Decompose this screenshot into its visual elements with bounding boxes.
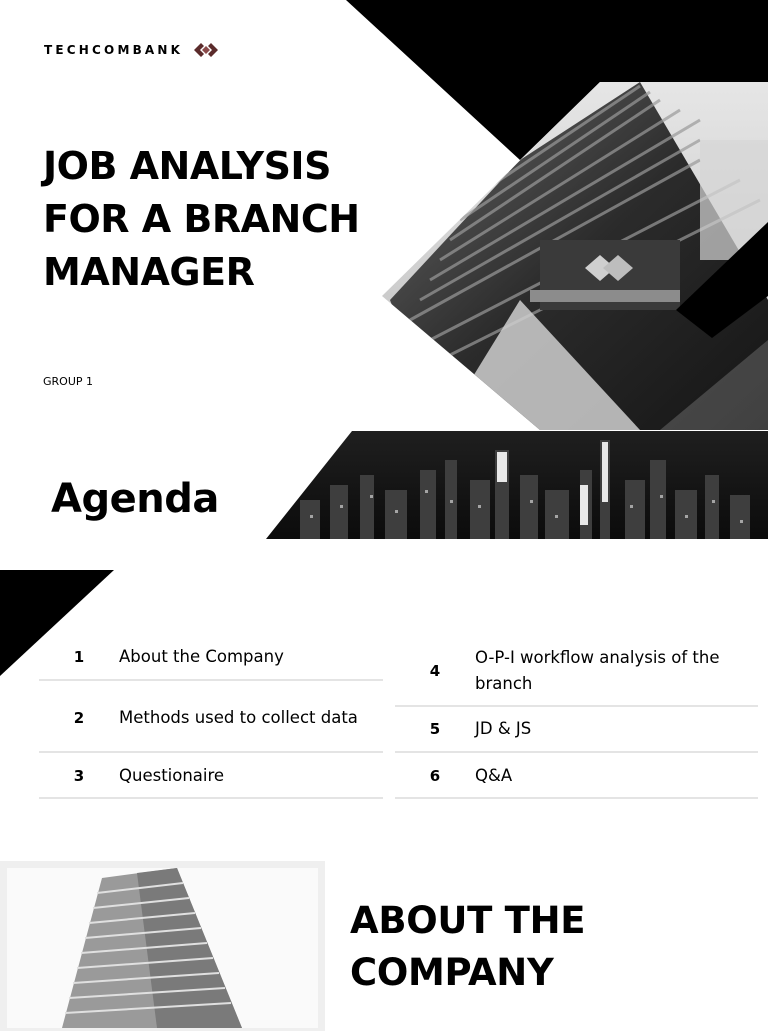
agenda-item-number: 2 — [73, 708, 85, 727]
agenda-item-number: 6 — [429, 767, 441, 785]
agenda-item-label: O-P-I workflow analysis of the branch — [475, 648, 720, 693]
agenda-item-label: Q&A — [475, 766, 513, 785]
cover-title-line: FOR A BRANCH — [43, 197, 360, 241]
city-skyline-photo — [260, 431, 768, 541]
about-title-line: ABOUT THE — [350, 899, 586, 942]
cover-title-line: MANAGER — [43, 250, 255, 294]
agenda-item-label: Methods used to collect data — [119, 707, 358, 727]
agenda-item-label: JD & JS — [475, 719, 532, 738]
agenda-item[interactable] — [39, 754, 383, 798]
tower-photo — [380, 82, 768, 432]
about-title-line: COMPANY — [350, 951, 554, 994]
agenda-item[interactable] — [395, 708, 758, 750]
about-tower-photo — [7, 868, 318, 1028]
agenda-item-label: Questionaire — [119, 766, 225, 785]
cover-title-line: JOB ANALYSIS — [43, 144, 331, 188]
tower-illustration — [7, 868, 318, 1028]
agenda-item[interactable] — [395, 641, 758, 701]
agenda-item-number: 4 — [429, 662, 441, 680]
agenda-item[interactable] — [39, 683, 383, 752]
agenda-title: Agenda — [51, 476, 219, 522]
techcombank-diamond-logo-icon — [194, 41, 218, 59]
group-label: GROUP 1 — [43, 375, 94, 388]
brand-name: TECHCOMBANK — [44, 43, 184, 57]
agenda-item-number: 5 — [429, 720, 441, 738]
agenda-item-number: 1 — [73, 647, 85, 666]
cover-title — [43, 140, 423, 299]
agenda-item-label: About the Company — [119, 646, 284, 666]
about-title — [350, 895, 585, 999]
agenda-item[interactable] — [395, 754, 758, 798]
agenda-item-number: 3 — [73, 767, 85, 785]
agenda-item[interactable] — [39, 633, 383, 680]
